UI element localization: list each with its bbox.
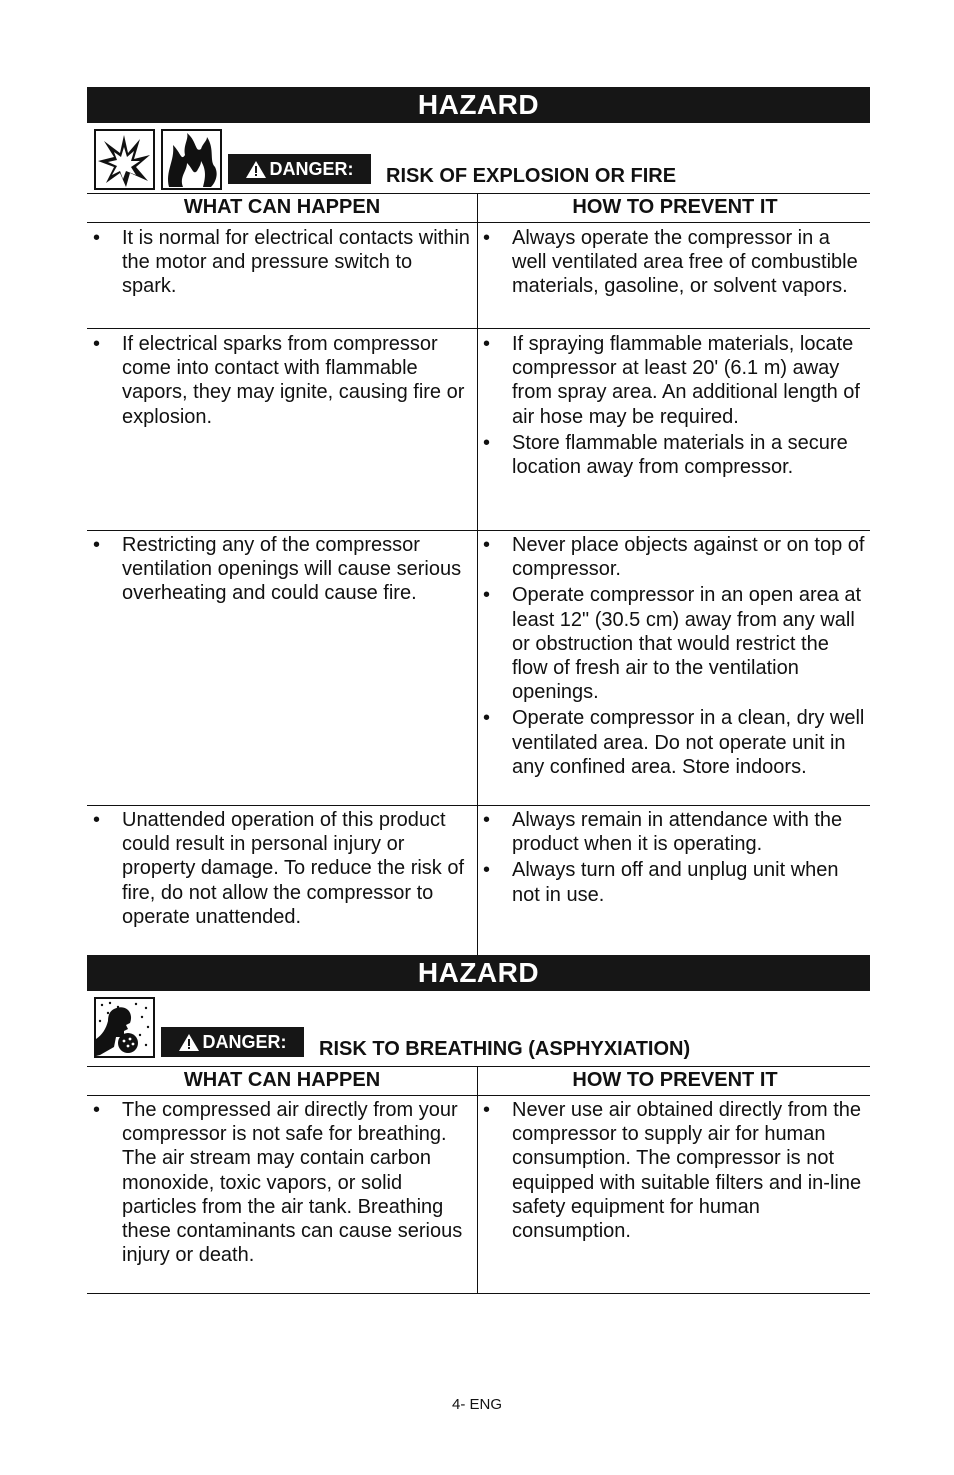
list-item: • Restricting any of the compressor ventilation openings will cause serious overheating and could cause fire. — [87, 533, 472, 606]
list-item: • It is normal for electrical contacts within the motor and pressure switch to spark. — [87, 226, 472, 299]
list-item: • Always remain in attendance with the product when it is operating. — [477, 808, 867, 856]
danger-label: DANGER: — [202, 1031, 287, 1052]
list-item: • Always operate the compressor in a well ventilated area free of combustible materials, gasoline, or solvent vapors. — [477, 226, 867, 299]
hazard-section-breathing — [87, 0, 870, 1300]
list-item: • Always turn off and unplug unit when not in use. — [477, 858, 867, 906]
list-item: • If spraying flammable materials, locate compressor at least 20' (6.1 m) away from spray area. An additional length of air hose may be required. — [477, 332, 867, 429]
danger-badge — [161, 1027, 304, 1057]
column-header-how-to-prevent: HOW TO PREVENT IT — [572, 1069, 778, 1091]
hazard-heading: HAZARD — [87, 87, 870, 123]
danger-label: DANGER: — [269, 158, 354, 179]
divider — [87, 1066, 870, 1067]
divider — [87, 1095, 870, 1096]
table-row-left — [87, 1098, 472, 1269]
list-item: • Never place objects against or on top of compressor. — [477, 533, 867, 581]
list-item: • Operate compressor in a clean, dry well ventilated area. Do not operate unit in any confined area. Store indoors. — [477, 706, 867, 779]
list-item: • Store flammable materials in a secure location away from compressor. — [477, 431, 867, 479]
list-item: • If electrical sparks from compressor come into contact with flammable vapors, they may ignite, causing fire or explosion. — [87, 332, 472, 429]
column-header-what-can-happen: WHAT CAN HAPPEN — [183, 1069, 381, 1091]
list-item: • Never use air obtained directly from the compressor to supply air for human consumption. The compressor is not equipped with suitable filters and in-line safety equipment for human consumption. — [477, 1098, 867, 1243]
list-item: • Unattended operation of this product could result in personal injury or property damage. To reduce the risk of fire, do not allow the compressor to operate unattended. — [87, 808, 472, 929]
list-item: • The compressed air directly from your compressor is not safe for breathing. The air stream may contain carbon monoxide, toxic vapors, or solid particles from the air tank. Breathing these contaminants can cause serious injury or death. — [87, 1098, 472, 1267]
hazard-heading: HAZARD — [87, 955, 870, 991]
risk-title: RISK OF EXPLOSION OR FIRE — [386, 165, 677, 187]
warning-triangle-icon — [179, 1034, 199, 1051]
column-header-what-can-happen: WHAT CAN HAPPEN — [183, 196, 381, 218]
column-header-how-to-prevent: HOW TO PREVENT IT — [572, 196, 778, 218]
page-number: 4- ENG — [451, 1396, 502, 1413]
risk-title: RISK TO BREATHING (ASPHYXIATION) — [319, 1038, 691, 1060]
breathing-hazard-icon — [94, 997, 155, 1058]
hazard-icons — [94, 997, 155, 1058]
table-bottom-rule — [87, 1293, 870, 1294]
list-item: • Operate compressor in an open area at least 12" (30.5 cm) away from any wall or obstruction that would restrict the flow of fresh air to the ventilation openings. — [477, 583, 867, 704]
table-row-right — [477, 1098, 867, 1245]
